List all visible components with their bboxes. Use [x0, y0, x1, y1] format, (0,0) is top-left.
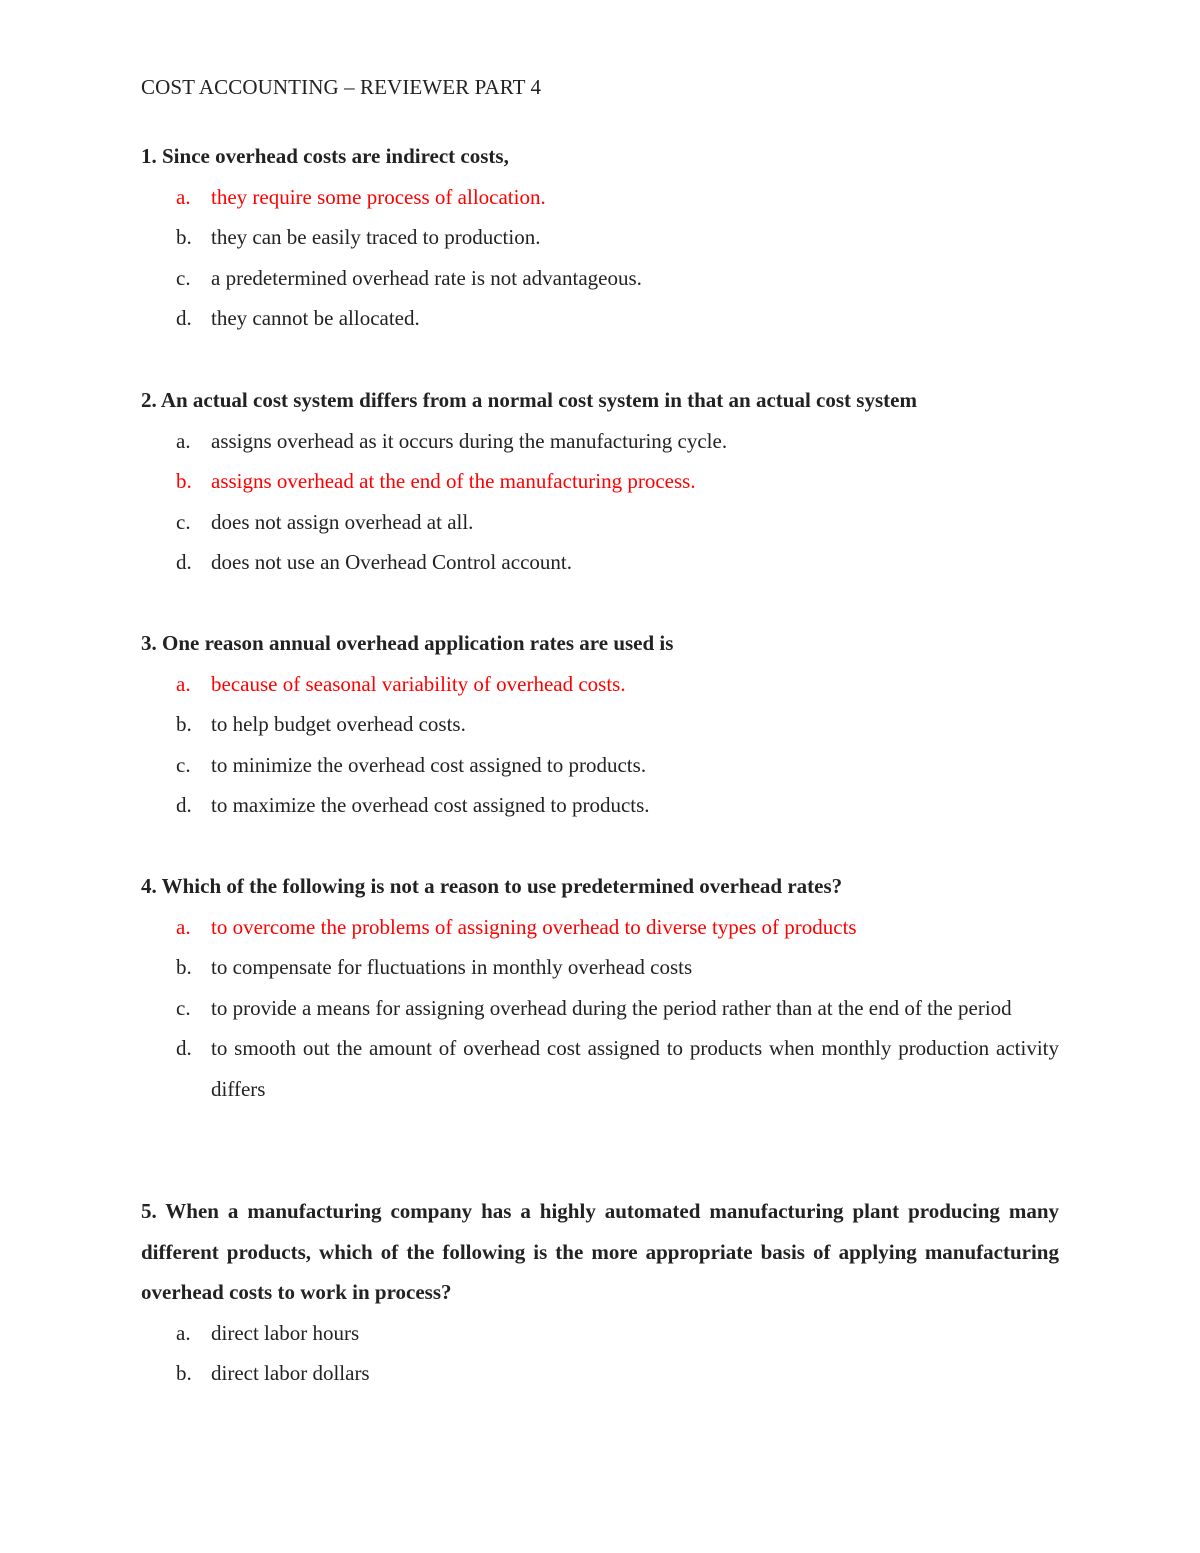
- option-letter: b.: [176, 469, 192, 494]
- question-5: [141, 1191, 1059, 1394]
- option-text: direct labor dollars: [211, 1361, 370, 1386]
- answer-option: [141, 704, 1059, 745]
- option-text: does not assign overhead at all.: [211, 509, 474, 534]
- option-text: does not use an Overhead Control account.: [211, 550, 572, 575]
- question-1: [141, 136, 1059, 339]
- option-letter: a.: [176, 914, 191, 939]
- answer-options: [141, 177, 1059, 339]
- option-letter: a.: [176, 671, 191, 696]
- option-letter: b.: [176, 712, 192, 737]
- answer-options: [141, 664, 1059, 826]
- question-3: [141, 623, 1059, 826]
- answer-option: [141, 258, 1059, 299]
- answer-option-correct: [141, 177, 1059, 218]
- option-letter: a.: [176, 1320, 191, 1345]
- option-letter: b.: [176, 1361, 192, 1386]
- option-letter: d.: [176, 793, 192, 818]
- answer-option: [141, 542, 1059, 583]
- option-text: to help budget overhead costs.: [211, 712, 466, 737]
- option-letter: b.: [176, 955, 192, 980]
- answer-option-correct: [141, 907, 1059, 948]
- option-letter: a.: [176, 428, 191, 453]
- question-stem: 1. Since overhead costs are indirect costs,: [141, 144, 509, 168]
- option-text: they cannot be allocated.: [211, 306, 420, 331]
- option-text: to minimize the overhead cost assigned to products.: [211, 752, 647, 777]
- option-text: a predetermined overhead rate is not advantageous.: [211, 265, 642, 290]
- answer-option: [141, 947, 1059, 988]
- answer-options: [141, 421, 1059, 583]
- question-stem: 4. Which of the following is not a reason to use predetermined overhead rates?: [141, 874, 843, 898]
- answer-option: [141, 1353, 1059, 1394]
- option-text: assigns overhead as it occurs during the manufacturing cycle.: [211, 428, 728, 453]
- option-text: to provide a means for assigning overhead during the period rather than at the end of the period: [211, 995, 1012, 1020]
- option-letter: d.: [176, 550, 192, 575]
- answer-option: [141, 217, 1059, 258]
- option-letter: c.: [176, 509, 191, 534]
- question-4: [141, 866, 1059, 1110]
- answer-option: [141, 502, 1059, 543]
- answer-option-correct: [141, 664, 1059, 705]
- question-stem: 5. When a manufacturing company has a highly automated manufacturing plant producing many different products, which of the following is the more appropriate basis of applying manufacturing overhead costs to work in process?: [141, 1199, 1059, 1305]
- option-letter: c.: [176, 995, 191, 1020]
- question-2: [141, 380, 1059, 583]
- answer-option: [141, 745, 1059, 786]
- question-stem: 3. One reason annual overhead application rates are used is: [141, 631, 674, 655]
- option-text: direct labor hours: [211, 1320, 360, 1345]
- option-letter: d.: [176, 1036, 192, 1061]
- option-text: they can be easily traced to production.: [211, 225, 541, 250]
- answer-option: [141, 298, 1059, 339]
- answer-option: [141, 785, 1059, 826]
- answer-options: [141, 1313, 1059, 1394]
- option-letter: b.: [176, 225, 192, 250]
- document-title: COST ACCOUNTING – REVIEWER PART 4: [141, 75, 542, 99]
- answer-options: [141, 907, 1059, 1110]
- answer-option: [141, 1028, 1059, 1109]
- answer-option: [141, 421, 1059, 462]
- option-text: to overcome the problems of assigning overhead to diverse types of products: [211, 914, 857, 939]
- answer-option-correct: [141, 461, 1059, 502]
- option-text: assigns overhead at the end of the manufacturing process.: [211, 469, 696, 494]
- option-letter: c.: [176, 752, 191, 777]
- answer-option: [141, 988, 1059, 1029]
- option-text: to compensate for fluctuations in monthly overhead costs: [211, 955, 693, 980]
- option-text: they require some process of allocation.: [211, 184, 546, 209]
- answer-option: [141, 1313, 1059, 1354]
- option-letter: d.: [176, 306, 192, 331]
- option-text: to smooth out the amount of overhead cost assigned to products when monthly production activity differs: [211, 1036, 1059, 1101]
- option-letter: c.: [176, 265, 191, 290]
- option-text: because of seasonal variability of overhead costs.: [211, 671, 626, 696]
- option-letter: a.: [176, 184, 191, 209]
- question-stem: 2. An actual cost system differs from a normal cost system in that an actual cost system: [141, 388, 917, 412]
- option-text: to maximize the overhead cost assigned to products.: [211, 793, 650, 818]
